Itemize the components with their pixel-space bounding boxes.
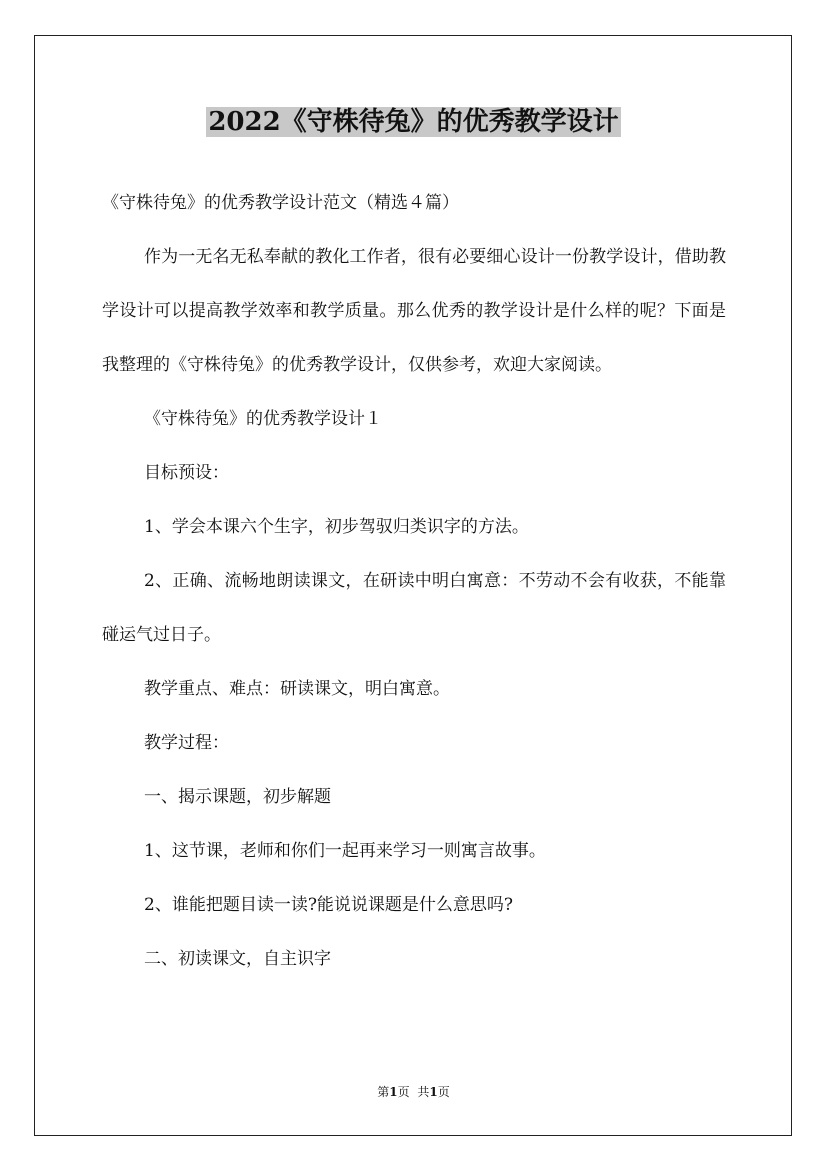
paragraph-step-1-item-2: 2、谁能把题目读一读?能说说课题是什么意思吗? bbox=[144, 895, 514, 915]
footer-page-number: 1 bbox=[389, 1085, 398, 1099]
paragraph-section-heading: 《守株待兔》的优秀教学设计１ bbox=[144, 409, 382, 429]
footer-total-suffix: 页 bbox=[437, 1085, 450, 1099]
document-title bbox=[0, 104, 827, 140]
footer-page-prefix: 第 bbox=[377, 1085, 390, 1099]
paragraph-step-1-item-1: 1、这节课，老师和你们一起再来学习一则寓言故事。 bbox=[144, 841, 546, 861]
paragraph-goal-1: 1、学会本课六个生字，初步驾驭归类识字的方法。 bbox=[144, 517, 529, 537]
footer-total-prefix: 共 bbox=[417, 1085, 430, 1099]
document-title-text: 2022《守株待兔》的优秀教学设计 bbox=[208, 107, 619, 137]
paragraph-goal-2: 2、正确、流畅地朗读课文，在研读中明白寓意：不劳动不会有收获，不能靠碰运气过日子。 bbox=[102, 571, 726, 645]
paragraph-intro: 作为一无名无私奉献的教化工作者，很有必要细心设计一份教学设计，借助教学设计可以提高教学效率和教学质量。那么优秀的教学设计是什么样的呢？下面是我整理的《守株待兔》的优秀教学设计，仅供参考，欢迎大家阅读。 bbox=[102, 247, 726, 375]
paragraph-process-heading: 教学过程： bbox=[144, 733, 229, 753]
footer-page-suffix: 页 bbox=[397, 1085, 410, 1099]
footer-total-number: 1 bbox=[429, 1085, 438, 1099]
paragraph-step-1-heading: 一、揭示课题，初步解题 bbox=[144, 787, 331, 807]
paragraph-subtitle: 《守株待兔》的优秀教学设计范文（精选４篇） bbox=[102, 193, 459, 213]
paragraph-goals-heading: 目标预设： bbox=[144, 463, 229, 483]
paragraph-key-points: 教学重点、难点：研读课文，明白寓意。 bbox=[144, 679, 450, 699]
paragraph-step-2-heading: 二、初读课文，自主识字 bbox=[144, 949, 331, 969]
document-body bbox=[102, 176, 726, 986]
page-footer bbox=[0, 1083, 827, 1101]
